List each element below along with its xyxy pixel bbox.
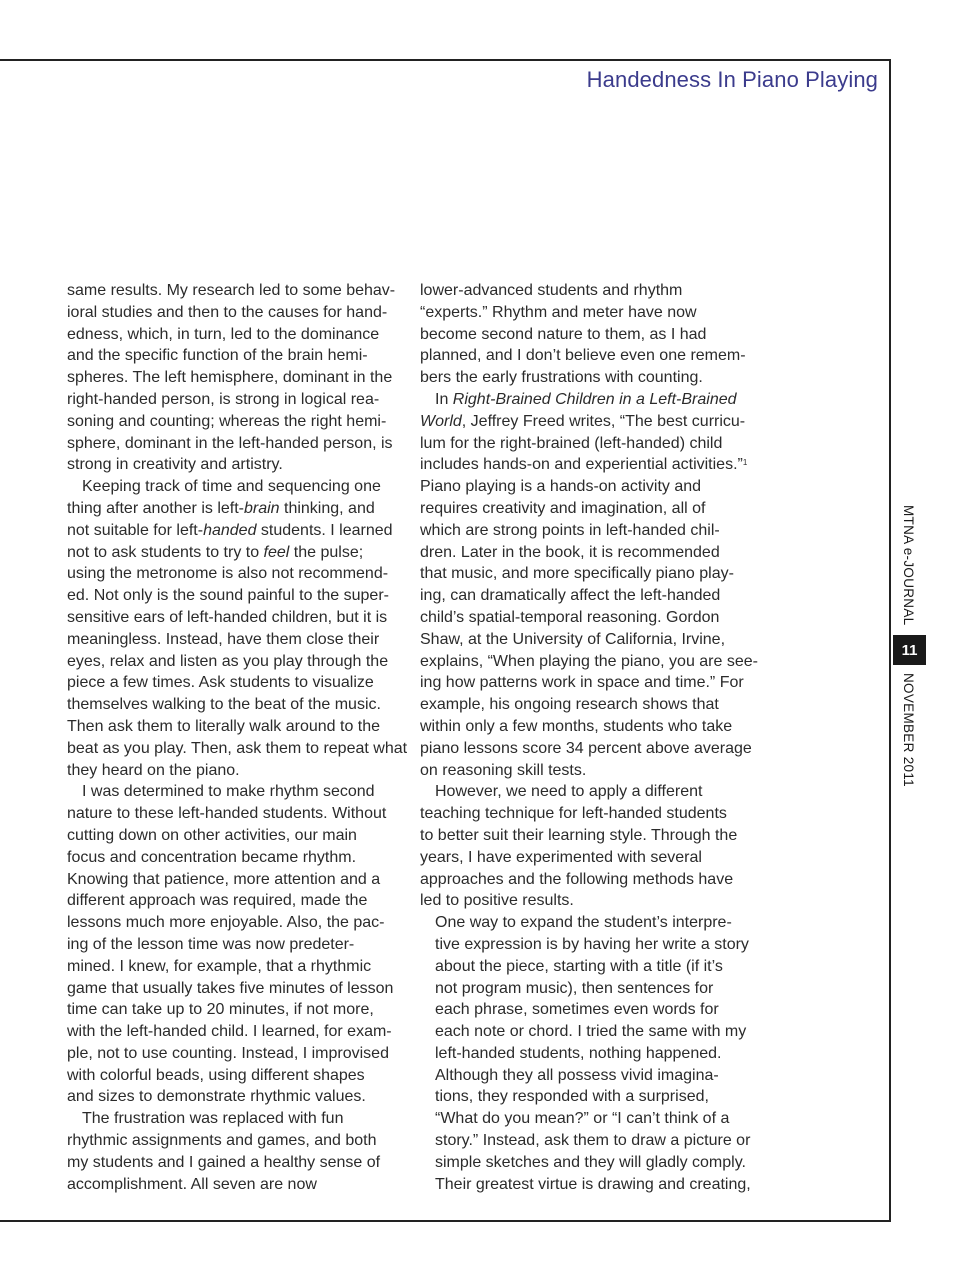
text-line: tive expression is by having her write a story [435, 935, 749, 953]
text-line: accomplishment. All seven are now [67, 1175, 317, 1193]
text-line: right-handed person, is strong in logical rea- [67, 390, 380, 408]
text-line: requires creativity and imagination, all of [420, 499, 706, 517]
text-line: rhythmic assignments and games, and both [67, 1132, 377, 1150]
text-line: focus and concentration became rhythm. [67, 848, 357, 866]
text-line: “experts.” Rhythm and meter have now [420, 303, 697, 321]
text-line: ing how patterns work in space and time.” For [420, 674, 744, 692]
text-line: mined. I knew, for example, that a rhythmic [67, 957, 372, 975]
text-line: planned, and I don’t believe even one remem- [420, 347, 746, 365]
text-line: strong in creativity and artistry. [67, 456, 283, 474]
text-line: about the piece, starting with a title (if it’s [435, 957, 723, 975]
text-line: Keeping track of time and sequencing one [82, 478, 381, 496]
text-line: lower-advanced students and rhythm [420, 282, 683, 299]
text-line: that music, and more specifically piano play- [420, 565, 734, 583]
text-line: with colorful beads, using different shapes [67, 1066, 365, 1084]
text-line: Knowing that patience, more attention and a [67, 870, 381, 888]
text-line: simple sketches and they will gladly comply. [435, 1153, 746, 1171]
text-line: One way to expand the student’s interpre- [435, 914, 732, 932]
text-line: and the specific function of the brain hemi- [67, 347, 368, 365]
text-line: piece a few times. Ask students to visualize [67, 674, 374, 692]
text-line: Shaw, at the University of California, Irvine, [420, 630, 726, 648]
text-line: not program music), then sentences for [435, 979, 714, 997]
text-line: sphere, dominant in the left-handed person, is [67, 434, 393, 452]
text-line: piano lessons score 34 percent above average [420, 739, 752, 757]
text-line: World, Jeffrey Freed writes, “The best curricu- [420, 412, 746, 430]
text-line: become second nature to them, as I had [420, 325, 707, 343]
text-line: example, his ongoing research shows that [420, 696, 719, 714]
text-line: child’s spatial-temporal reasoning. Gordon [420, 608, 720, 626]
text-line: However, we need to apply a different [435, 783, 703, 801]
text-line: edness, which, in turn, led to the dominance [67, 325, 380, 343]
page-number: 11 [893, 635, 926, 665]
text-line: within only a few months, students who take [420, 717, 733, 735]
text-line: lum for the right-brained (left-handed) child [420, 434, 723, 452]
text-line: lessons much more enjoyable. Also, the pac- [67, 914, 385, 932]
text-line: teaching technique for left-handed students [420, 805, 727, 823]
text-line: tions, they responded with a surprised, [435, 1088, 709, 1106]
text-line: left-handed students, nothing happened. [435, 1044, 722, 1062]
text-line: beat as you play. Then, ask them to repeat what [67, 739, 408, 757]
text-line: each note or chord. I tried the same with my [435, 1023, 747, 1041]
text-line: Although they all possess vivid imagina- [435, 1066, 719, 1084]
text-line: In Right-Brained Children in a Left-Brained [435, 390, 737, 408]
text-line: ing of the lesson time was now predeter- [67, 935, 355, 953]
text-line: to better suit their learning style. Through the [420, 826, 738, 844]
text-line: thing after another is left-brain thinking, and [67, 499, 375, 517]
text-line: approaches and the following methods have [420, 870, 734, 888]
text-line: Their greatest virtue is drawing and creating, [435, 1175, 751, 1193]
text-line: game that usually takes five minutes of lesson [67, 979, 394, 997]
text-span: includes hands-on and experiential activities.” [420, 456, 743, 474]
text-line: ple, not to use counting. Instead, I improvised [67, 1044, 389, 1062]
text-line: different approach was required, made the [67, 892, 368, 910]
text-line: my students and I gained a healthy sense of [67, 1153, 381, 1171]
text-line: with the left-handed child. I learned, for exam- [67, 1023, 392, 1041]
running-head-title: Handedness In Piano Playing [586, 67, 878, 92]
text-line: eyes, relax and listen as you play through the [67, 652, 389, 670]
journal-name: MTNA e-JOURNAL [901, 505, 916, 626]
text-line: not to ask students to try to feel the pulse; [67, 543, 364, 561]
left-text-column [67, 280, 407, 1195]
text-line: spheres. The left hemisphere, dominant in the [67, 369, 393, 387]
text-line: ed. Not only is the sound painful to the super- [67, 587, 389, 605]
text-line: led to positive results. [420, 892, 574, 910]
text-line: themselves walking to the beat of the music. [67, 696, 381, 714]
text-line-with-footnote [420, 454, 760, 476]
text-line: sensitive ears of left-handed children, but it is [67, 608, 388, 626]
text-line: I was determined to make rhythm second [82, 783, 375, 801]
right-text-column [420, 280, 760, 1195]
text-line: “What do you mean?” or “I can’t think of a [435, 1110, 730, 1128]
text-line: soning and counting; whereas the right hemi- [67, 412, 387, 430]
issue-date: NOVEMBER 2011 [901, 673, 916, 788]
text-line: cutting down on other activities, our main [67, 826, 357, 844]
text-line: ioral studies and then to the causes for hand- [67, 303, 388, 321]
text-line: they heard on the piano. [67, 761, 240, 779]
text-line: which are strong points in left-handed chil- [420, 521, 720, 539]
text-line: same results. My research led to some behav- [67, 282, 396, 299]
text-line: explains, “When playing the piano, you are see- [420, 652, 758, 670]
text-line: years, I have experimented with several [420, 848, 702, 866]
footnote-marker: 1 [742, 458, 748, 468]
text-line: using the metronome is also not recommend- [67, 565, 389, 583]
text-line: ing, can dramatically affect the left-handed [420, 587, 721, 605]
text-line: Piano playing is a hands-on activity and [420, 478, 702, 496]
text-line: dren. Later in the book, it is recommended [420, 543, 720, 561]
text-line: and sizes to demonstrate rhythmic values. [67, 1088, 366, 1106]
text-line: not suitable for left-handed students. I learned [67, 521, 393, 539]
text-line: bers the early frustrations with counting. [420, 369, 703, 387]
text-line: time can take up to 20 minutes, if not more, [67, 1001, 374, 1019]
text-line: The frustration was replaced with fun [82, 1110, 344, 1128]
text-line: each phrase, sometimes even words for [435, 1001, 719, 1019]
text-line: story.” Instead, ask them to draw a picture or [435, 1132, 751, 1150]
side-tab [893, 505, 926, 787]
text-line: nature to these left-handed students. Without [67, 805, 387, 823]
text-line: on reasoning skill tests. [420, 761, 587, 779]
text-line: Then ask them to literally walk around to the [67, 717, 381, 735]
text-line: meaningless. Instead, have them close their [67, 630, 380, 648]
